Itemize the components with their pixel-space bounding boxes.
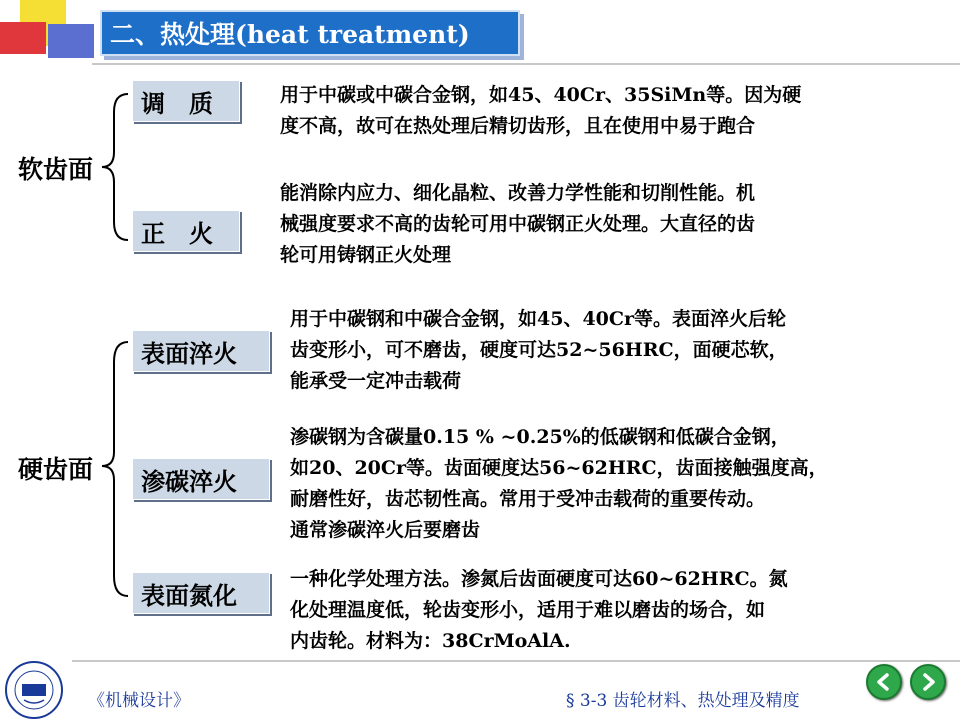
desc-tempering <box>280 80 801 142</box>
desc-line: 轮可用铸钢正火处理 <box>280 244 452 266</box>
desc-normalizing <box>280 178 755 271</box>
soft-surface-bracket <box>100 92 130 242</box>
footer-divider <box>72 660 960 662</box>
desc-line: 内齿轮。材料为：38CrMoAlA. <box>290 630 571 652</box>
university-logo-icon <box>4 660 64 720</box>
desc-line: 用于中碳钢和中碳合金钢，如45、40Cr等。表面淬火后轮 <box>290 308 787 330</box>
tag-normalizing: 正 火 <box>132 210 240 252</box>
desc-line: 一种化学处理方法。渗氮后齿面硬度可达60~62HRC。氮 <box>290 568 788 590</box>
desc-nitriding <box>290 564 788 657</box>
desc-surface-quenching <box>290 304 788 397</box>
arrow-right-icon <box>918 672 938 692</box>
desc-line: 如20、20Cr等。齿面硬度达56~62HRC，齿面接触强度高， <box>290 457 828 479</box>
desc-line: 能消除内应力、细化晶粒、改善力学性能和切削性能。机 <box>280 182 756 204</box>
hard-surface-label: 硬齿面 <box>18 455 94 484</box>
soft-surface-label: 软齿面 <box>18 155 94 184</box>
slide-title-box <box>100 10 520 56</box>
desc-line: 能承受一定冲击载荷 <box>290 370 462 392</box>
footer-section-title: § 3-3 齿轮材料、热处理及精度 <box>566 691 800 711</box>
arrow-left-icon <box>874 672 894 692</box>
footer-course-title: 《机械设计》 <box>88 691 190 711</box>
desc-line: 耐磨性好，齿芯韧性高。常用于受冲击载荷的重要传动。 <box>290 488 766 510</box>
slide-title: 二、热处理(heat treatment) <box>110 20 470 49</box>
corner-decoration-red <box>0 22 46 54</box>
tag-nitriding: 表面氮化 <box>132 572 270 614</box>
desc-line: 械强度要求不高的齿轮可用中碳钢正火处理。大直径的齿 <box>280 213 756 235</box>
desc-line: 用于中碳或中碳合金钢，如45、40Cr、35SiMn等。因为硬 <box>280 84 802 106</box>
desc-carburizing-quenching <box>290 422 828 546</box>
desc-line: 齿变形小，可不磨齿，硬度可达52~56HRC，面硬芯软， <box>290 339 788 361</box>
desc-line: 化处理温度低，轮齿变形小，适用于难以磨齿的场合，如 <box>290 599 766 621</box>
desc-line: 渗碳钢为含碳量0.15 % ~0.25%的低碳钢和低碳合金钢， <box>290 426 790 448</box>
prev-slide-button[interactable] <box>866 664 902 700</box>
tag-carburizing-quenching: 渗碳淬火 <box>132 458 270 500</box>
next-slide-button[interactable] <box>910 664 946 700</box>
hard-surface-bracket <box>100 340 130 600</box>
tag-surface-quenching: 表面淬火 <box>132 330 270 372</box>
corner-decoration-blue <box>48 24 94 58</box>
title-divider <box>92 63 960 65</box>
desc-line: 度不高，故可在热处理后精切齿形，且在使用中易于跑合 <box>280 115 756 137</box>
desc-line: 通常渗碳淬火后要磨齿 <box>290 519 481 541</box>
tag-tempering: 调 质 <box>132 80 240 122</box>
